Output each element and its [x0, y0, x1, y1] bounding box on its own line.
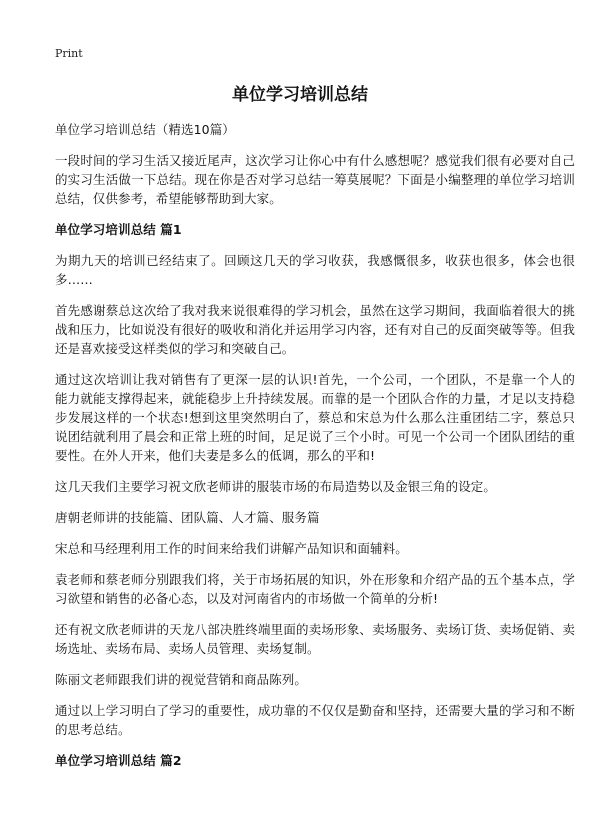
paragraph: 这几天我们主要学习祝文欣老师讲的服装市场的布局造势以及金银三角的设定。 [55, 479, 497, 494]
subtitle: 单位学习培训总结（精选10篇） [55, 122, 235, 137]
page-title: 单位学习培训总结 [232, 85, 368, 105]
paragraph: 宋总和马经理利用工作的时间来给我们讲解产品知识和面辅料。 [55, 541, 408, 556]
article-body [55, 120, 575, 782]
paragraph: 还有祝文欣老师讲的天龙八部决胜终端里面的卖场形象、卖场服务、卖场订货、卖场促销、卖场选址、卖场布局、卖场人员管理、卖场复制。 [55, 622, 575, 656]
section-heading-1: 单位学习培训总结 篇1 [55, 222, 182, 237]
section-heading-2: 单位学习培训总结 篇2 [55, 753, 182, 768]
paragraph: 通过这次培训让我对销售有了更深一层的认识!首先，一个公司，一个团队，不是靠一个人的能力就能支撑得起来，就能稳步上升持续发展。而靠的是一个团队合作的力量，才足以支持稳步发展这样的一个状态!想到这里突然明白了，蔡总和宋总为什么那么注重团结二字，蔡总只说团结就利用了晨会和正常上班的时间，足足说了三个小时。可见一个公司一个团队团结的重要性。在外人开来，他们夫妻是多么的低调，那么的平和! [55, 372, 575, 463]
paragraph: 通过以上学习明白了学习的重要性，成功靠的不仅仅是勤奋和坚持，还需要大量的学习和不断的思考总结。 [55, 703, 575, 737]
paragraph: 袁老师和蔡老师分别跟我们将，关于市场拓展的知识，外在形象和介绍产品的五个基本点，学习欲望和销售的必备心态，以及对河南省内的市场做一个简单的分析! [55, 572, 575, 606]
paragraph: 为期九天的培训已经结束了。回顾这几天的学习收获，我感慨很多，收获也很多，体会也很多…… [55, 253, 575, 287]
print-link[interactable]: Print [55, 47, 83, 60]
paragraph: 陈丽文老师跟我们讲的视觉营销和商品陈列。 [55, 672, 308, 687]
paragraph: 首先感谢蔡总这次给了我对我来说很难得的学习机会，虽然在这学习期间，我面临着很大的挑战和压力，比如说没有很好的吸收和消化并运用学习内容，还有对自己的反面突破等等。但我还是喜欢接受这样类似的学习和突破自己。 [55, 303, 575, 356]
paragraph: 唐朝老师讲的技能篇、团队篇、人才篇、服务篇 [55, 510, 320, 525]
intro-paragraph: 一段时间的学习生活又接近尾声，这次学习让你心中有什么感想呢？感觉我们很有必要对自己的实习生活做一下总结。现在你是否对学习总结一筹莫展呢？下面是小编整理的单位学习培训总结，仅供参考，希望能够帮助到大家。 [55, 153, 575, 206]
